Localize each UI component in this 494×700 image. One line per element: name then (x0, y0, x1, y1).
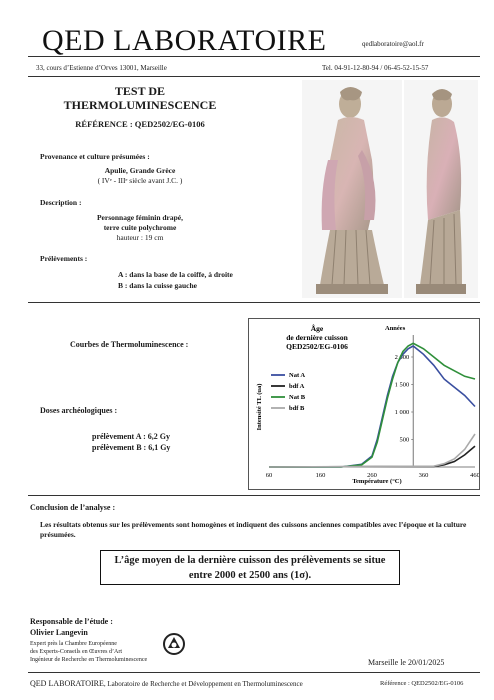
chart-legend-label: Nat A (289, 372, 306, 379)
report-title-line2: THERMOLUMINESCENCE (63, 98, 217, 112)
responsible-line2: des Experts-Conseils en Œuvres d’Art (30, 649, 122, 655)
figurine-front-photo (302, 80, 402, 298)
footer-rule (28, 672, 480, 673)
chart-title-line2: de dernière cuisson (286, 333, 348, 342)
result-line1: L’âge moyen de la dernière cuisson des prélèvements se situe (114, 555, 386, 566)
header-email: qedlaboratoire@aol.fr (362, 40, 424, 48)
chart-title-line3: QED2502/EG-0106 (286, 342, 348, 351)
samples-label: Prélèvements : (40, 254, 88, 263)
result-line2: entre 2000 et 2500 ans (1σ). (188, 570, 312, 581)
provenance-period: ( IVᵉ - IIIᵉ siècle avant J.C. ) (97, 176, 183, 185)
footer-left (30, 679, 303, 688)
doses-label: Doses archéologiques : (40, 406, 118, 415)
description-line2: terre cuite polychrome (103, 223, 177, 232)
chart-xlabel: Température (°C) (352, 478, 402, 485)
footer-desc: , Laboratoire de Recherche et Développement en Thermoluminescence (103, 680, 303, 688)
chart-x-tick: 260 (367, 472, 377, 479)
dose-b: prélèvement B : 6,1 Gy (92, 443, 171, 452)
chart-legend-label: Nat B (289, 394, 306, 401)
description-label: Description : (40, 198, 82, 207)
conclusion-label: Conclusion de l’analyse : (30, 503, 116, 512)
dose-a: prélèvement A : 6,2 Gy (92, 432, 170, 441)
chart-y-tick: 2 000 (394, 354, 410, 361)
figurine-side-photo (404, 80, 478, 298)
result-box (100, 550, 400, 585)
responsible-label: Responsable de l’étude : (30, 617, 113, 626)
provenance-label: Provenance et culture présumées : (40, 152, 150, 161)
provenance-value: Apulie, Grande Grèce (104, 166, 176, 175)
header-address: 33, cours d’Estienne d’Orves 13001, Marseille (36, 64, 167, 72)
responsible-line1: Expert près la Chambre Européenne (30, 641, 117, 647)
sample-b: B : dans la cuisse gauche (118, 281, 197, 290)
brand-title: QED LABORATOIRE (42, 24, 327, 57)
header-phone: Tel. 04-91-12-80-94 / 06-45-52-15-57 (322, 64, 429, 72)
footer-brand: QED LABORATOIRE (30, 679, 104, 688)
chart-x-tick: 160 (315, 472, 326, 479)
tl-chart-svg (249, 319, 479, 489)
footer-reference: Référence : QED2502/EG-0106 (380, 680, 464, 687)
curves-label: Courbes de Thermoluminescence : (70, 340, 189, 349)
chart-y-tick: 500 (399, 436, 410, 444)
report-reference: RÉFÉRENCE : QED2502/EG-0106 (75, 119, 205, 129)
chart-x-tick: 460 (470, 472, 479, 479)
conclusion-text: Les résultats obtenus sur les prélèvements sont homogènes et indiquent des cuissons anciennes compatibles avec l’époque et la culture présumées. (40, 520, 467, 539)
description-line1: Personnage féminin drapé, (96, 213, 184, 222)
sample-a: A : dans la base de la coiffe, à droite (118, 270, 233, 279)
responsible-line3: Ingénieur de Recherche en Thermoluminescence (30, 657, 148, 663)
place-date: Marseille le 20/01/2025 (368, 658, 445, 667)
chart-y-tick: 1 500 (394, 381, 410, 389)
description-height: hauteur : 19 cm (116, 233, 164, 242)
conclusion-rule (28, 495, 480, 496)
chart-annotation: Années (385, 325, 406, 332)
responsible-name: Olivier Langevin (30, 628, 88, 637)
chart-x-tick: 360 (418, 472, 429, 479)
report-title-line1: TEST DE (114, 84, 166, 98)
chart-title-line1: Âge (310, 324, 324, 333)
chart-legend-label: bdf A (289, 383, 305, 390)
chart-y-tick: 1 000 (394, 409, 410, 416)
chart-series-line (269, 434, 475, 467)
header-rule (28, 56, 480, 57)
chart-legend-label: bdf B (289, 405, 305, 412)
tl-chart (248, 318, 480, 490)
chart-x-tick: 60 (265, 472, 273, 479)
expert-seal-icon (162, 632, 186, 658)
chart-ylabel: Intensité TL (ua) (256, 383, 263, 431)
